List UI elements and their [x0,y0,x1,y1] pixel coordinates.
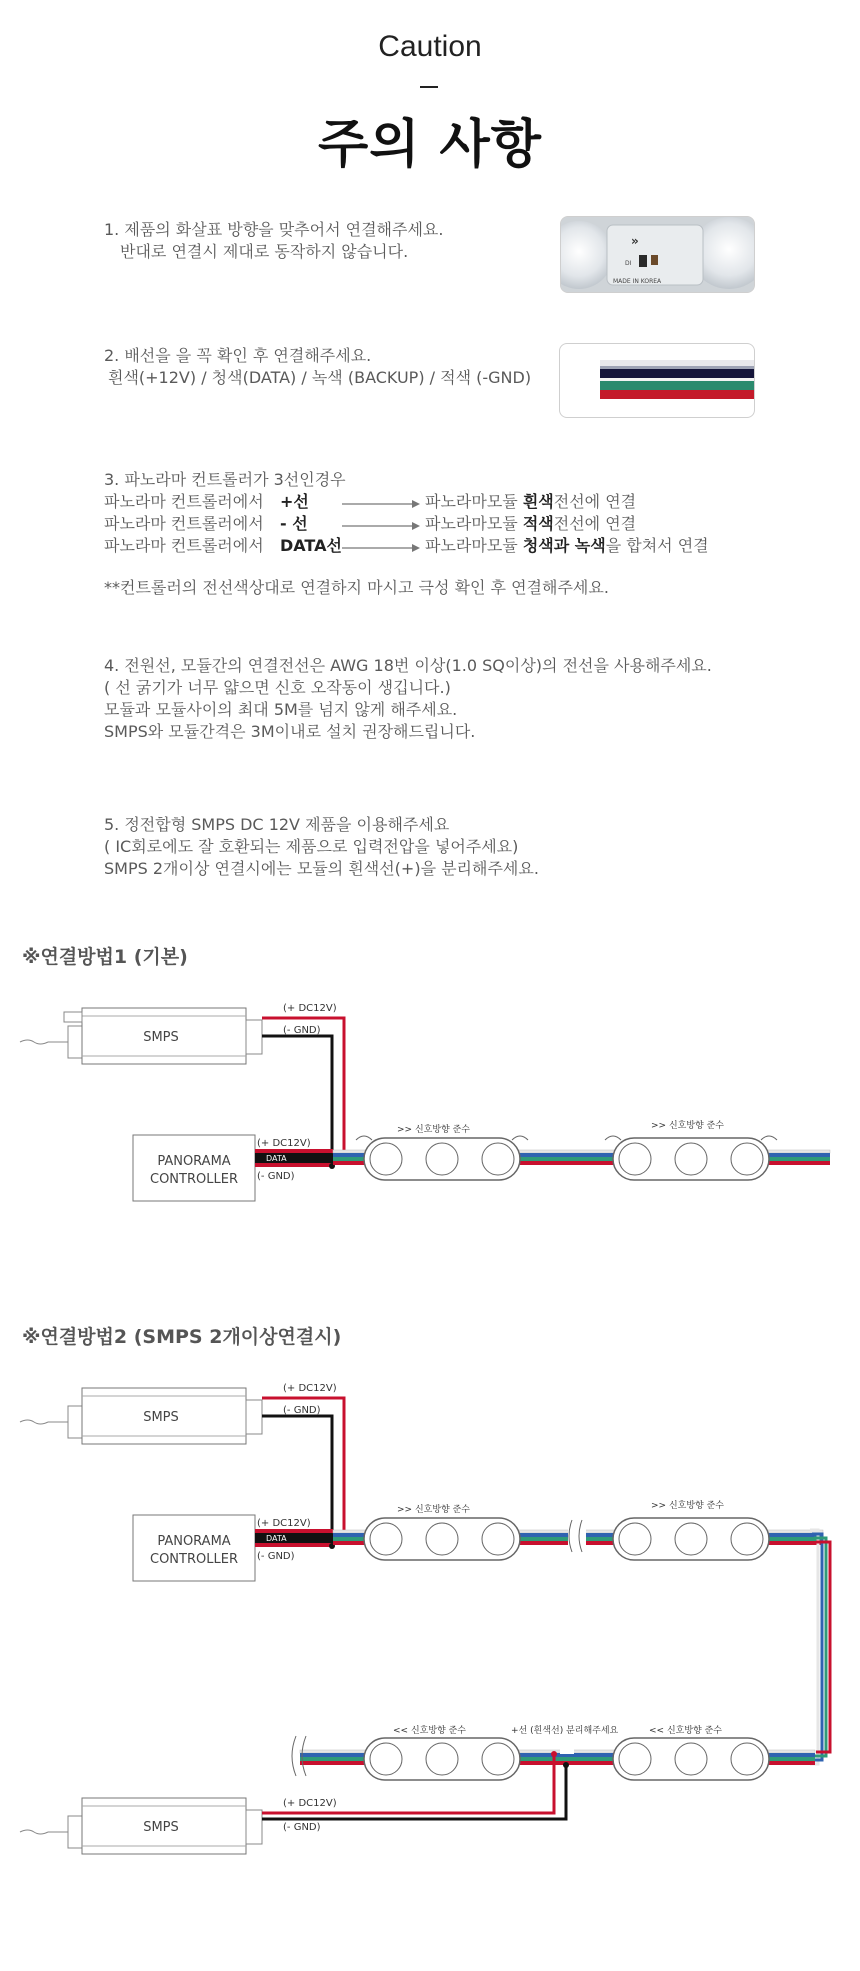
controller-gnd-label: (- GND) [257,1171,295,1182]
dc-label-1: (+ DC12V) [283,1383,337,1394]
led-module-2 [605,1136,777,1180]
page-title: 주의 사항 [317,115,543,175]
split-white-wire-note: +선 (흰색선) 분리해주세요 [511,1726,619,1736]
controller-2-dc-label: (+ DC12V) [257,1518,311,1529]
module-closeup-image [560,216,755,293]
controller-label-line-1: PANORAMA [157,1154,231,1169]
dc-label-2: (+ DC12V) [283,1798,337,1809]
led-module-3 [364,1518,520,1560]
note-3-footnote: **컨트롤러의 전선색상대로 연결하지 마시고 극성 확인 후 연결해주세요. [104,578,609,597]
note-4-line-1: 4. 전원선, 모듈간의 연결전선은 AWG 18번 이상(1.0 SQ이상)의 전선을 사용해주세요. [104,656,712,675]
smps-label: SMPS [143,1030,179,1045]
note-3-row-1-left: 파노라마 컨트롤러에서 [104,492,264,511]
gnd-label-2: (- GND) [283,1822,321,1833]
note-3-row-2-right: 파노라마모듈 적색전선에 연결 [425,514,637,533]
note-3-heading: 3. 파노라마 컨트롤러가 3선인경우 [104,470,346,489]
note-3-row-3-left: 파노라마 컨트롤러에서 [104,536,264,555]
smps-unit-1 [20,1388,262,1444]
note-3-row-2-left: 파노라마 컨트롤러에서 [104,514,264,533]
led-module-6 [613,1738,769,1780]
direction-label-2: >> 신호방향 준수 [651,1121,724,1131]
gnd-label: (- GND) [283,1025,321,1036]
note-2-line-2: 흰색(+12V) / 청색(DATA) / 녹색 (BACKUP) / 적색 (-GND) [108,368,532,387]
controller-2-label-line-2: CONTROLLER [150,1552,238,1567]
smps-label-1: SMPS [143,1410,179,1425]
module-di-label: DI [625,260,632,267]
data-label: DATA [266,1154,287,1163]
wiring-diagram-1 [0,990,860,1220]
controller-label-line-2: CONTROLLER [150,1172,238,1187]
note-4-line-4: SMPS와 모듈간격은 3M이내로 설치 권장해드립니다. [104,722,476,741]
led-module-1 [356,1136,528,1180]
note-3-row-1-key: +선 [280,492,309,511]
note-5-line-2: ( IC회로에도 잘 호환되는 제품으로 입력전압을 넣어주세요) [104,837,519,856]
diagram-2-title: ※연결방법2 (SMPS 2개이상연결시) [22,1326,342,1348]
direction-back-label-1: << 신호방향 준수 [393,1726,466,1736]
note-3-row-3-key: DATA선 [280,536,342,555]
direction-label-4: >> 신호방향 준수 [651,1501,724,1511]
smps-unit [20,1008,262,1064]
note-3-row-2-key: - 선 [280,514,308,533]
note-3-arrows [340,496,422,560]
panorama-controller-2 [133,1515,255,1581]
note-3-row-3-right: 파노라마모듈 청색과 녹색을 합쳐서 연결 [425,536,709,555]
led-module-4 [613,1518,769,1560]
svg-text:»: » [631,234,639,248]
module-made-label: MADE IN KOREA [613,278,662,285]
title-divider [420,86,438,88]
note-1-line-1: 1. 제품의 화살표 방향을 맞추어서 연결해주세요. [104,220,444,239]
direction-label-3: >> 신호방향 준수 [397,1505,470,1515]
direction-back-label-2: << 신호방향 준수 [649,1726,722,1736]
diagram-1-title: ※연결방법1 (기본) [22,946,188,968]
note-2-line-1: 2. 배선을 을 꼭 확인 후 연결해주세요. [104,346,372,365]
controller-2-gnd-label: (- GND) [257,1551,295,1562]
dc-label: (+ DC12V) [283,1003,337,1014]
note-5-line-3: SMPS 2개이상 연결시에는 모듈의 흰색선(+)을 분리해주세요. [104,859,539,878]
smps-label-2: SMPS [143,1820,179,1835]
note-4-line-3: 모듈과 모듈사이의 최대 5M를 넘지 않게 해주세요. [104,700,458,719]
note-1-line-2: 반대로 연결시 제대로 동작하지 않습니다. [120,242,409,261]
page-title-english: Caution [378,30,482,63]
wiring-diagram-2 [0,1370,860,1870]
panorama-controller [133,1135,255,1201]
note-5-line-1: 5. 정전합형 SMPS DC 12V 제품을 이용해주세요 [104,815,450,834]
smps-unit-2 [20,1798,262,1854]
led-module-5 [364,1738,520,1780]
controller-2-label-line-1: PANORAMA [157,1534,231,1549]
note-4-line-2: ( 선 굵기가 너무 얇으면 신호 오작동이 생깁니다.) [104,678,451,697]
wire-colors-image [559,343,755,418]
data-label-2: DATA [266,1534,287,1543]
direction-label-1: >> 신호방향 준수 [397,1125,470,1135]
controller-dc-label: (+ DC12V) [257,1138,311,1149]
gnd-label-1: (- GND) [283,1405,321,1416]
note-3-row-1-right: 파노라마모듈 흰색전선에 연결 [425,492,637,511]
